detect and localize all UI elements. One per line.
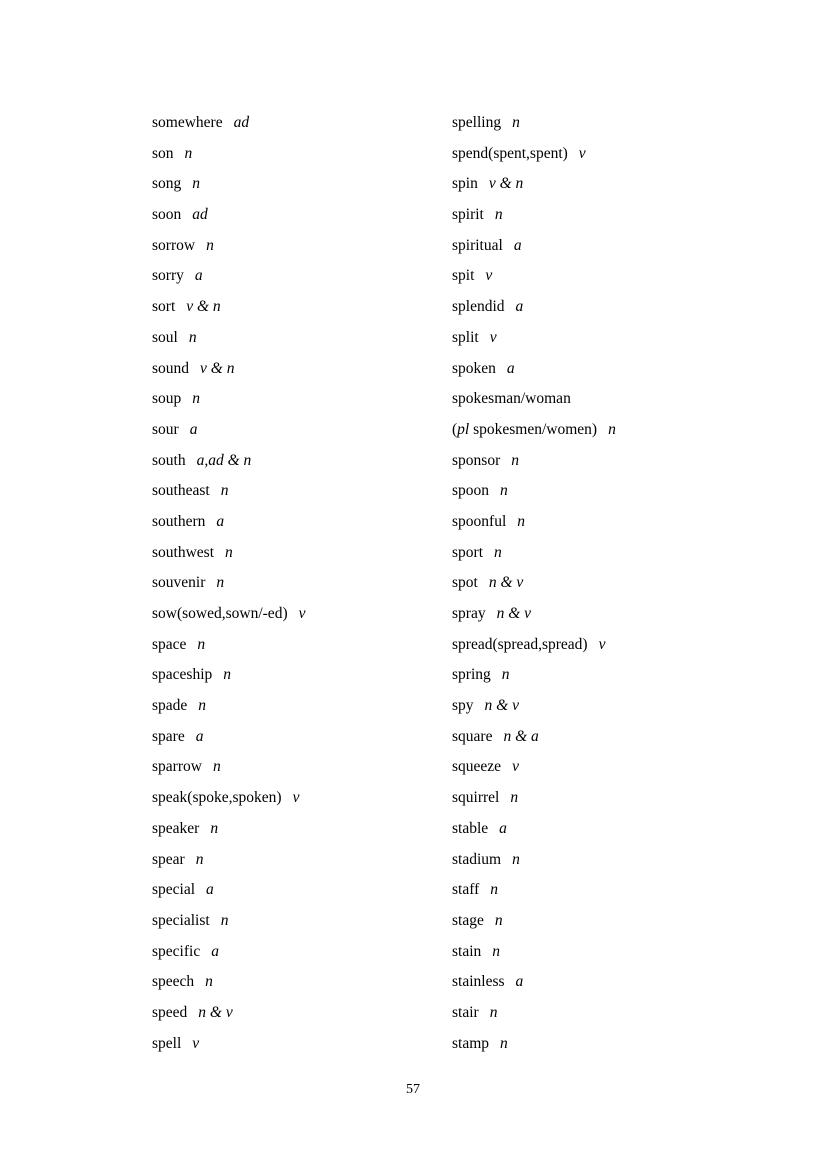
entry-word: spell: [152, 1034, 182, 1052]
entry-word: space: [152, 635, 187, 653]
entry-part-of-speech: n: [212, 758, 221, 776]
entry-word: speak(spoke,spoken): [152, 789, 282, 807]
entry-part-of-speech: n: [223, 666, 232, 684]
entry-word: spot: [452, 574, 478, 592]
entry-part-of-speech: a: [506, 359, 515, 377]
glossary-entry: [152, 875, 452, 906]
glossary-entry: [152, 231, 452, 262]
entry-part-of-speech: n: [205, 973, 213, 991]
glossary-entry: [452, 967, 692, 998]
entry-part-of-speech: n: [512, 850, 520, 868]
entry-part-of-speech: n: [184, 144, 193, 162]
entry-word: specialist: [152, 911, 210, 929]
entry-word: square: [452, 727, 493, 745]
entry-word: speech: [152, 973, 195, 991]
entry-word: sport: [452, 543, 483, 561]
entry-part-of-speech: a: [194, 267, 203, 285]
entry-word: souvenir: [152, 574, 206, 592]
glossary-entry: [452, 200, 692, 231]
page-number: 57: [406, 1082, 420, 1097]
glossary-entry: [152, 261, 452, 292]
glossary-entry: [152, 967, 452, 998]
glossary-entry: [152, 323, 452, 354]
glossary-entry: [452, 845, 692, 876]
glossary-entry: [152, 108, 452, 139]
glossary-entry: [152, 660, 452, 691]
entry-part-of-speech: n: [192, 390, 201, 408]
glossary-entry: [152, 783, 452, 814]
entry-part-of-speech: n: [510, 789, 519, 807]
entry-plural-marker: pl: [457, 420, 470, 438]
entry-part-of-speech: a: [513, 236, 522, 254]
entry-part-of-speech: a: [195, 727, 204, 745]
entry-word: spoken: [452, 359, 496, 377]
entry-word: south: [152, 451, 186, 469]
entry-part-of-speech: n: [220, 482, 229, 500]
entry-word: spend(spent,spent): [452, 144, 568, 162]
entry-word: spread(spread,spread): [452, 635, 588, 653]
glossary-entry: [152, 906, 452, 937]
glossary-entry: [152, 446, 452, 477]
entry-part-of-speech: a: [499, 819, 507, 837]
glossary-columns: [152, 108, 692, 1059]
entry-word: speed: [152, 1003, 188, 1021]
glossary-entry: [152, 599, 452, 630]
entry-part-of-speech: n & v: [496, 605, 532, 622]
glossary-entry: [452, 722, 692, 753]
entry-part-of-speech: ad: [233, 114, 250, 131]
glossary-entry: [452, 906, 692, 937]
entry-word: sponsor: [452, 451, 501, 469]
glossary-entry: [152, 568, 452, 599]
entry-part-of-speech: n: [198, 697, 207, 715]
entry-part-of-speech: v: [192, 1034, 200, 1052]
glossary-entry: [152, 691, 452, 722]
entry-part-of-speech: n: [494, 206, 503, 224]
glossary-entry: [452, 139, 692, 170]
entry-word: splendid: [452, 298, 505, 316]
entry-word: special: [152, 881, 196, 899]
glossary-entry: [152, 354, 452, 385]
entry-word: stainless: [452, 973, 505, 991]
entry-word: spoonful: [452, 512, 507, 530]
entry-part-of-speech: n & v: [484, 697, 519, 715]
entry-part-of-speech: n: [494, 543, 502, 561]
entry-word: sparrow: [152, 758, 202, 776]
entry-part-of-speech: v: [485, 267, 493, 285]
entry-part-of-speech: n: [492, 942, 501, 960]
glossary-entry: [152, 1029, 452, 1060]
entry-word: son: [152, 144, 174, 162]
entry-word: soon: [152, 206, 182, 224]
glossary-entry: [452, 599, 692, 630]
entry-word: specific: [152, 942, 201, 960]
entry-word: staff: [452, 881, 480, 899]
entry-part-of-speech: a: [515, 973, 524, 991]
glossary-entry: [452, 108, 692, 139]
entry-word: speaker: [152, 819, 200, 837]
glossary-entry: [452, 998, 692, 1029]
entry-part-of-speech: v: [512, 758, 519, 776]
entry-part-of-speech: ad: [192, 206, 208, 224]
entry-part-of-speech: v & n: [488, 175, 524, 193]
entry-word: sorry: [152, 267, 184, 285]
entry-word: squeeze: [452, 758, 502, 776]
glossary-entry: [152, 630, 452, 661]
entry-word: stain: [452, 942, 482, 960]
entry-word: spade: [152, 697, 188, 715]
entry-word: southern: [152, 512, 206, 530]
entry-part-of-speech: n: [489, 1003, 498, 1021]
entry-word: squirrel: [452, 789, 500, 807]
glossary-entry: [152, 752, 452, 783]
entry-word: split: [452, 328, 479, 346]
entry-part-of-speech: n: [511, 451, 519, 469]
entry-part-of-speech: n: [501, 666, 510, 684]
glossary-entry: [152, 845, 452, 876]
glossary-entry: [152, 507, 452, 538]
entry-part-of-speech: n: [192, 175, 201, 193]
entry-word: spring: [452, 666, 491, 684]
entry-part-of-speech: a: [216, 512, 225, 530]
entry-part-of-speech: n: [195, 850, 204, 868]
glossary-entry: [452, 446, 692, 477]
entry-part-of-speech: v: [489, 328, 497, 346]
glossary-entry: [452, 507, 692, 538]
entry-word: southeast: [152, 482, 210, 500]
entry-part-of-speech: v: [298, 605, 306, 622]
entry-part-of-speech: n & v: [198, 1003, 233, 1021]
entry-word: spare: [152, 727, 185, 745]
entry-word: spokesman/woman: [452, 390, 571, 408]
entry-word: sour: [152, 420, 179, 438]
entry-part-of-speech: a: [206, 881, 214, 899]
glossary-entry: [452, 261, 692, 292]
entry-word: spiritual: [452, 236, 503, 254]
glossary-column-left: [152, 108, 452, 1059]
entry-word: song: [152, 175, 182, 193]
glossary-entry: [452, 660, 692, 691]
entry-part-of-speech: n: [210, 819, 219, 837]
entry-part-of-speech: n: [512, 114, 520, 131]
glossary-entry: [452, 415, 692, 446]
glossary-entry: [152, 200, 452, 231]
glossary-entry: [152, 384, 452, 415]
entry-part-of-speech: n: [517, 512, 525, 530]
entry-part-of-speech: a,ad & n: [196, 451, 252, 469]
glossary-entry: [152, 722, 452, 753]
glossary-entry: [452, 476, 692, 507]
glossary-entry: [452, 384, 692, 415]
entry-part-of-speech: v: [292, 789, 300, 807]
entry-word: stair: [452, 1003, 479, 1021]
entry-part-of-speech: n: [494, 911, 503, 929]
entry-plural-forms: spokesmen/women): [469, 420, 598, 438]
glossary-entry: [152, 998, 452, 1029]
glossary-entry: [152, 538, 452, 569]
entry-word: stamp: [452, 1034, 490, 1052]
glossary-entry: [152, 415, 452, 446]
entry-part-of-speech: n: [188, 328, 197, 346]
entry-word: sound: [152, 359, 190, 377]
entry-word: soul: [152, 328, 178, 346]
glossary-entry: [452, 568, 692, 599]
glossary-entry: [452, 783, 692, 814]
entry-word: stadium: [452, 850, 502, 868]
entry-part-of-speech: n: [500, 482, 508, 500]
entry-word: spear: [152, 850, 185, 868]
glossary-entry: [452, 292, 692, 323]
glossary-entry: [452, 630, 692, 661]
glossary-entry: [452, 231, 692, 262]
entry-word: (: [452, 420, 458, 438]
entry-word: spaceship: [152, 666, 213, 684]
glossary-entry: [452, 937, 692, 968]
glossary-entry: [452, 323, 692, 354]
entry-word: spelling: [452, 114, 502, 131]
entry-part-of-speech: a: [211, 942, 219, 960]
entry-word: spit: [452, 267, 475, 285]
entry-word: spirit: [452, 206, 484, 224]
entry-part-of-speech: v: [598, 635, 606, 653]
entry-word: spoon: [452, 482, 490, 500]
glossary-column-right: [452, 108, 692, 1059]
glossary-entry: [452, 354, 692, 385]
glossary-entry: [452, 752, 692, 783]
glossary-entry: [452, 691, 692, 722]
entry-part-of-speech: n: [220, 911, 229, 929]
entry-part-of-speech: n & v: [488, 574, 524, 592]
entry-part-of-speech: n: [197, 635, 206, 653]
entry-word: sort: [152, 298, 176, 316]
entry-part-of-speech: n: [500, 1034, 508, 1052]
entry-word: somewhere: [152, 114, 223, 131]
entry-word: stage: [452, 911, 484, 929]
entry-word: soup: [152, 390, 182, 408]
glossary-entry: [452, 538, 692, 569]
glossary-entry: [452, 169, 692, 200]
entry-part-of-speech: n & a: [503, 727, 539, 745]
glossary-entry: [152, 476, 452, 507]
entry-part-of-speech: v: [578, 144, 586, 162]
glossary-entry: [452, 814, 692, 845]
glossary-entry: [452, 875, 692, 906]
entry-part-of-speech: a: [515, 298, 524, 316]
entry-word: stable: [452, 819, 489, 837]
glossary-entry: [452, 1029, 692, 1060]
entry-part-of-speech: n: [206, 236, 214, 254]
glossary-entry: [152, 814, 452, 845]
entry-word: spy: [452, 697, 474, 715]
glossary-entry: [152, 937, 452, 968]
entry-word: sorrow: [152, 236, 196, 254]
glossary-entry: [152, 292, 452, 323]
glossary-entry: [152, 139, 452, 170]
entry-word: spray: [452, 605, 486, 622]
entry-part-of-speech: v & n: [200, 359, 235, 377]
entry-part-of-speech: n: [490, 881, 499, 899]
entry-part-of-speech: n: [216, 574, 225, 592]
entry-word: sow(sowed,sown/-ed): [152, 605, 288, 622]
glossary-entry: [152, 169, 452, 200]
entry-part-of-speech: v & n: [186, 298, 221, 316]
entry-part-of-speech: a: [189, 420, 198, 438]
entry-part-of-speech: n: [225, 543, 233, 561]
entry-part-of-speech: n: [608, 420, 616, 438]
entry-word: spin: [452, 175, 478, 193]
entry-word: southwest: [152, 543, 214, 561]
